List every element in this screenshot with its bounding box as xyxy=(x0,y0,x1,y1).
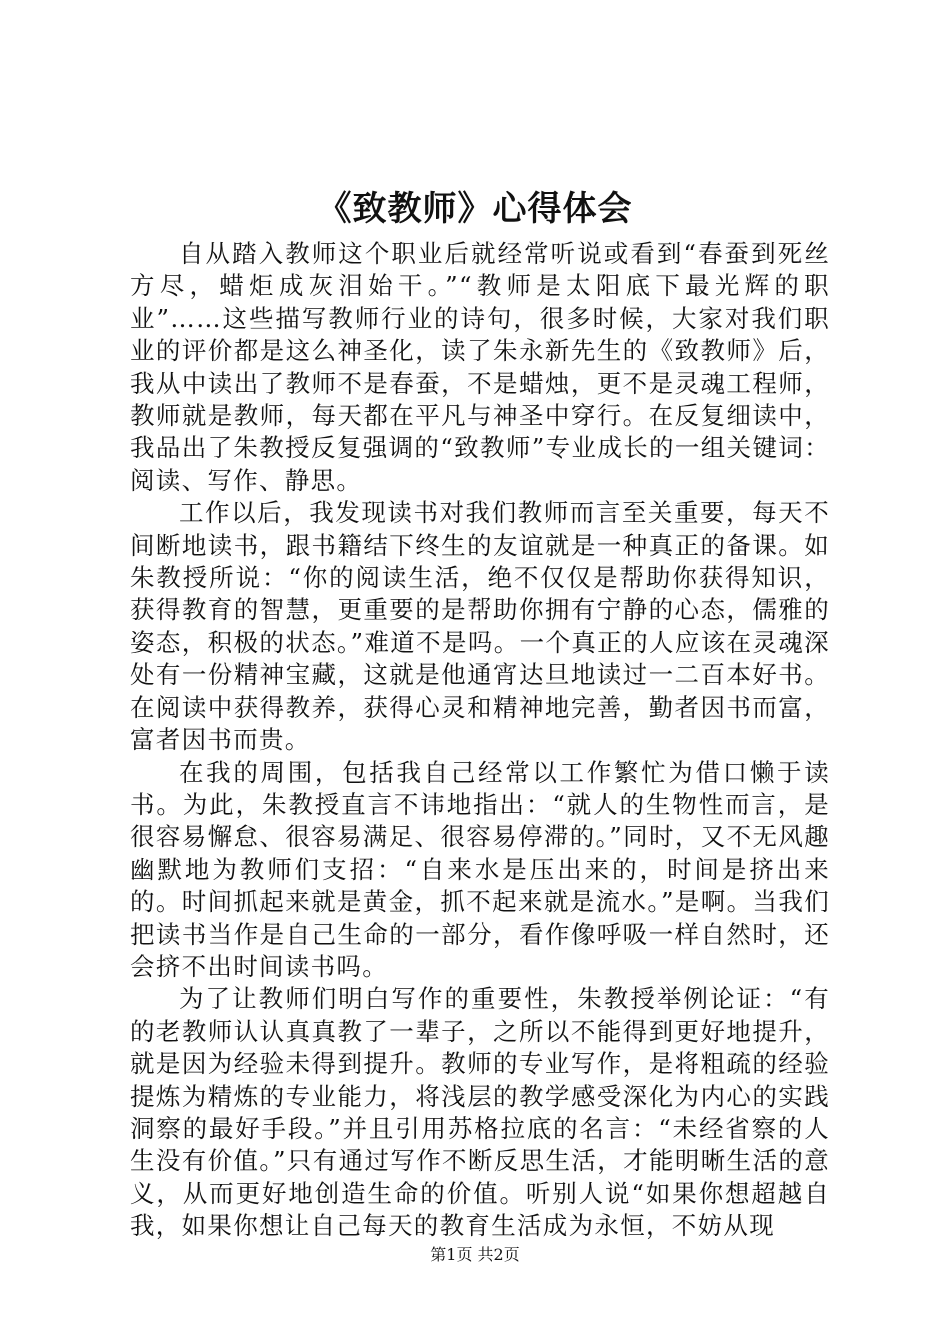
document-title: 《致教师》心得体会 xyxy=(317,189,633,229)
page-number-footer: 第1页 共2页 xyxy=(430,1245,520,1264)
document-body xyxy=(130,238,830,1243)
paragraph-3: 在我的周围，包括我自己经常以工作繁忙为借口懒于读书。为此，朱教授直言不讳地指出：“就人的生物性而言，是很容易懈怠、很容易满足、很容易停滞的。”同时，又不无风趣幽默地为教师们支招：“自来水是压出来的，时间是挤出来的。时间抓起来就是黄金，抓不起来就是流水。”是啊。当我们把读书当作是自己生命的一部分，看作像呼吸一样自然时，还会挤不出时间读书吗。 xyxy=(130,757,830,981)
paragraph-1: 自从踏入教师这个职业后就经常听说或看到“春蚕到死丝方尽，蜡炬成灰泪始干。”“教师是太阳底下最光辉的职业”……这些描写教师行业的诗句，很多时候，大家对我们职业的评价都是这么神圣化，读了朱永新先生的《致教师》后，我从中读出了教师不是春蚕，不是蜡烛，更不是灵魂工程师，教师就是教师，每天都在平凡与神圣中穿行。在反复细读中，我品出了朱教授反复强调的“致教师”专业成长的一组关键词：阅读、写作、静思。 xyxy=(130,239,830,495)
paragraph-4: 为了让教师们明白写作的重要性，朱教授举例论证：“有的老教师认认真真教了一辈子，之所以不能得到更好地提升，就是因为经验未得到提升。教师的专业写作，是将粗疏的经验提炼为精炼的专业能力，将浅层的教学感受深化为内心的实践洞察的最好手段。”并且引用苏格拉底的名言：“未经省察的人生没有价值。”只有通过写作不断反思生活，才能明晰生活的意义，从而更好地创造生命的价值。听别人说“如果你想超越自我，如果你想让自己每天的教育生活成为永恒，不妨从现 xyxy=(130,984,831,1241)
paragraph-2: 工作以后，我发现读书对我们教师而言至关重要，每天不间断地读书，跟书籍结下终生的友谊就是一种真正的备课。如朱教授所说：“你的阅读生活，绝不仅仅是帮助你获得知识，获得教育的智慧，更重要的是帮助你拥有宁静的心态，儒雅的姿态，积极的状态。”难道不是吗。一个真正的人应该在灵魂深处有一份精神宝藏，这就是他通宵达旦地读过一二百本好书。在阅读中获得教养，获得心灵和精神地完善，勤者因书而富，富者因书而贵。 xyxy=(130,498,830,755)
